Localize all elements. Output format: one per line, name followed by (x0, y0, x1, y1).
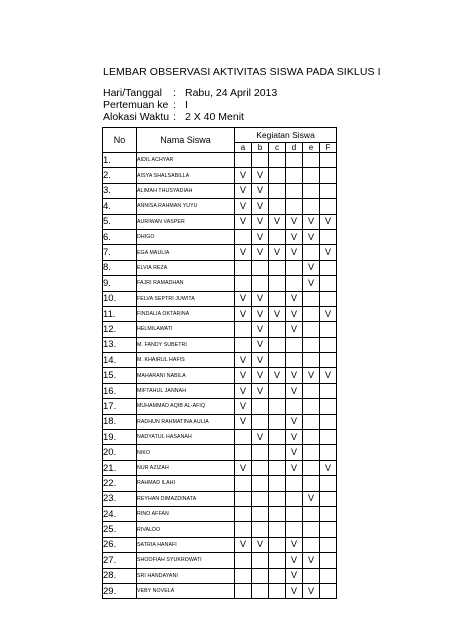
table-row (103, 368, 337, 383)
check-mark-cell: V (286, 583, 303, 598)
row-number: 16. (103, 383, 137, 398)
empty-check-cell (320, 229, 337, 244)
check-mark-cell: V (320, 306, 337, 321)
empty-check-cell (320, 430, 337, 445)
row-number: 14. (103, 353, 137, 368)
empty-check-cell (303, 245, 320, 260)
meta-date-sep: : (173, 87, 176, 99)
check-mark-cell: V (286, 383, 303, 398)
empty-check-cell (269, 183, 286, 198)
empty-check-cell (320, 506, 337, 521)
student-name: RINO AFFAN (137, 506, 235, 521)
empty-check-cell (286, 337, 303, 352)
check-mark-cell: V (235, 168, 252, 183)
activity-group-header: Kegiatan Siswa (235, 128, 337, 143)
empty-check-cell (320, 583, 337, 598)
table-row (103, 337, 337, 352)
empty-check-cell (235, 491, 252, 506)
student-name: VEBY NOVELA (137, 583, 235, 598)
empty-check-cell (235, 568, 252, 583)
empty-check-cell (269, 430, 286, 445)
empty-check-cell (320, 568, 337, 583)
student-name: NIKO (137, 445, 235, 460)
row-number: 20. (103, 445, 137, 460)
meta-duration-label: Alokasi Waktu (103, 111, 170, 123)
empty-check-cell (303, 506, 320, 521)
empty-check-cell (303, 430, 320, 445)
empty-check-cell (303, 537, 320, 552)
empty-check-cell (303, 383, 320, 398)
empty-check-cell (269, 229, 286, 244)
row-number: 15. (103, 368, 137, 383)
empty-check-cell (235, 445, 252, 460)
empty-check-cell (303, 291, 320, 306)
empty-check-cell (235, 337, 252, 352)
empty-check-cell (269, 445, 286, 460)
row-number: 13. (103, 337, 137, 352)
check-mark-cell: V (269, 306, 286, 321)
check-mark-cell: V (303, 260, 320, 275)
check-mark-cell: V (286, 368, 303, 383)
table-row (103, 445, 337, 460)
student-name: SHOOFIAH SYUKROWATI (137, 553, 235, 568)
table-row (103, 306, 337, 321)
check-mark-cell: V (303, 214, 320, 229)
row-number: 8. (103, 260, 137, 275)
empty-check-cell (235, 322, 252, 337)
row-number: 2. (103, 168, 137, 183)
check-mark-cell: V (286, 553, 303, 568)
meta-duration-value: 2 X 40 Menit (185, 111, 244, 123)
student-name: ANNISA RAHMAN YUYU (137, 199, 235, 214)
student-name: SATRIA HANAFI (137, 537, 235, 552)
check-mark-cell: V (286, 414, 303, 429)
col-no-header: No (103, 128, 137, 153)
check-mark-cell: V (286, 460, 303, 475)
empty-check-cell (269, 199, 286, 214)
student-name: MIFTAHUL JANNAH (137, 383, 235, 398)
row-number: 27. (103, 553, 137, 568)
check-mark-cell: V (252, 291, 269, 306)
student-name: RAHMAD ILAHI (137, 476, 235, 491)
student-name: ELVIA REZA (137, 260, 235, 275)
student-name: AISYA SHALSABILLA (137, 168, 235, 183)
check-mark-cell: V (252, 537, 269, 552)
empty-check-cell (286, 353, 303, 368)
check-mark-cell: V (286, 229, 303, 244)
empty-check-cell (286, 153, 303, 168)
empty-check-cell (303, 183, 320, 198)
meta-meeting-sep: : (173, 99, 176, 111)
row-number: 3. (103, 183, 137, 198)
check-mark-cell: V (235, 353, 252, 368)
empty-check-cell (269, 153, 286, 168)
empty-check-cell (269, 291, 286, 306)
empty-check-cell (286, 276, 303, 291)
check-mark-cell: V (235, 306, 252, 321)
empty-check-cell (320, 353, 337, 368)
empty-check-cell (303, 153, 320, 168)
check-mark-cell: V (252, 245, 269, 260)
table-row (103, 322, 337, 337)
activity-header: a (235, 143, 252, 153)
empty-check-cell (320, 476, 337, 491)
empty-check-cell (269, 260, 286, 275)
check-mark-cell: V (286, 445, 303, 460)
empty-check-cell (235, 583, 252, 598)
check-mark-cell: V (303, 583, 320, 598)
activity-header: b (252, 143, 269, 153)
student-name: NADYATUL HASANAH (137, 430, 235, 445)
empty-check-cell (269, 322, 286, 337)
check-mark-cell: V (303, 491, 320, 506)
empty-check-cell (320, 322, 337, 337)
student-name: AIDIL ACHYAR (137, 153, 235, 168)
observation-table (102, 127, 337, 599)
empty-check-cell (252, 522, 269, 537)
check-mark-cell: V (235, 183, 252, 198)
student-name: RIVALDO (137, 522, 235, 537)
empty-check-cell (269, 383, 286, 398)
empty-check-cell (320, 491, 337, 506)
empty-check-cell (235, 276, 252, 291)
empty-check-cell (320, 414, 337, 429)
table-row (103, 168, 337, 183)
check-mark-cell: V (286, 568, 303, 583)
meta-meeting (103, 99, 188, 111)
col-name-header: Nama Siswa (137, 128, 235, 153)
empty-check-cell (235, 476, 252, 491)
empty-check-cell (320, 399, 337, 414)
check-mark-cell: V (252, 229, 269, 244)
student-name: HELMILAWATI (137, 322, 235, 337)
empty-check-cell (286, 183, 303, 198)
check-mark-cell: V (269, 214, 286, 229)
empty-check-cell (269, 460, 286, 475)
empty-check-cell (303, 522, 320, 537)
row-number: 11. (103, 306, 137, 321)
table-row (103, 460, 337, 475)
empty-check-cell (269, 583, 286, 598)
empty-check-cell (252, 260, 269, 275)
row-number: 7. (103, 245, 137, 260)
student-name: REYHAN DIMAZDINATA (137, 491, 235, 506)
check-mark-cell: V (303, 229, 320, 244)
empty-check-cell (269, 522, 286, 537)
row-number: 12. (103, 322, 137, 337)
empty-check-cell (320, 153, 337, 168)
empty-check-cell (269, 337, 286, 352)
check-mark-cell: V (320, 368, 337, 383)
row-number: 24. (103, 506, 137, 521)
table-row (103, 383, 337, 398)
empty-check-cell (252, 276, 269, 291)
empty-check-cell (269, 491, 286, 506)
empty-check-cell (252, 476, 269, 491)
row-number: 17. (103, 399, 137, 414)
activity-header: e (303, 143, 320, 153)
check-mark-cell: V (320, 214, 337, 229)
empty-check-cell (252, 399, 269, 414)
empty-check-cell (235, 229, 252, 244)
row-number: 25. (103, 522, 137, 537)
student-name: EGA MAULIA (137, 245, 235, 260)
meta-duration (103, 111, 244, 123)
check-mark-cell: V (252, 353, 269, 368)
row-number: 6. (103, 229, 137, 244)
meta-date-label: Hari/Tanggal (103, 87, 162, 99)
empty-check-cell (252, 414, 269, 429)
table-row (103, 553, 337, 568)
table-row (103, 522, 337, 537)
empty-check-cell (303, 306, 320, 321)
empty-check-cell (269, 537, 286, 552)
student-name: MAHARANI NABILA (137, 368, 235, 383)
activity-header: d (286, 143, 303, 153)
empty-check-cell (286, 260, 303, 275)
student-name: M. KHAIRUL HAFIS (137, 353, 235, 368)
empty-check-cell (269, 568, 286, 583)
empty-check-cell (269, 414, 286, 429)
check-mark-cell: V (235, 214, 252, 229)
row-number: 10. (103, 291, 137, 306)
empty-check-cell (269, 506, 286, 521)
check-mark-cell: V (286, 322, 303, 337)
empty-check-cell (320, 168, 337, 183)
table-row (103, 291, 337, 306)
check-mark-cell: V (235, 245, 252, 260)
meta-date (103, 87, 277, 99)
empty-check-cell (252, 506, 269, 521)
check-mark-cell: V (303, 276, 320, 291)
check-mark-cell: V (286, 291, 303, 306)
empty-check-cell (320, 383, 337, 398)
table-row (103, 183, 337, 198)
empty-check-cell (252, 491, 269, 506)
check-mark-cell: V (252, 383, 269, 398)
empty-check-cell (303, 445, 320, 460)
meta-date-value: Rabu, 24 April 2013 (185, 87, 278, 99)
table-row (103, 276, 337, 291)
empty-check-cell (269, 276, 286, 291)
document-title: LEMBAR OBSERVASI AKTIVITAS SISWA PADA SIKLUS I (103, 66, 381, 78)
empty-check-cell (286, 506, 303, 521)
row-number: 21. (103, 460, 137, 475)
row-number: 18. (103, 414, 137, 429)
check-mark-cell: V (320, 245, 337, 260)
empty-check-cell (235, 522, 252, 537)
check-mark-cell: V (252, 368, 269, 383)
check-mark-cell: V (235, 414, 252, 429)
empty-check-cell (303, 322, 320, 337)
table-row (103, 476, 337, 491)
empty-check-cell (235, 153, 252, 168)
empty-check-cell (320, 199, 337, 214)
check-mark-cell: V (286, 430, 303, 445)
empty-check-cell (303, 568, 320, 583)
table-row (103, 353, 337, 368)
empty-check-cell (252, 153, 269, 168)
activity-header: c (269, 143, 286, 153)
empty-check-cell (286, 522, 303, 537)
student-name: AURIWAN VASPER (137, 214, 235, 229)
check-mark-cell: V (269, 368, 286, 383)
meta-meeting-value: I (185, 99, 188, 111)
empty-check-cell (269, 168, 286, 183)
empty-check-cell (269, 399, 286, 414)
student-name: M. FANDY SUBETRI (137, 337, 235, 352)
empty-check-cell (235, 430, 252, 445)
empty-check-cell (252, 445, 269, 460)
empty-check-cell (320, 537, 337, 552)
table-row (103, 245, 337, 260)
empty-check-cell (320, 445, 337, 460)
table-row (103, 568, 337, 583)
empty-check-cell (269, 476, 286, 491)
table-row (103, 414, 337, 429)
check-mark-cell: V (252, 214, 269, 229)
check-mark-cell: V (286, 537, 303, 552)
check-mark-cell: V (303, 553, 320, 568)
empty-check-cell (320, 553, 337, 568)
table-row (103, 430, 337, 445)
row-number: 4. (103, 199, 137, 214)
check-mark-cell: V (286, 214, 303, 229)
check-mark-cell: V (252, 306, 269, 321)
empty-check-cell (320, 522, 337, 537)
empty-check-cell (303, 337, 320, 352)
check-mark-cell: V (235, 537, 252, 552)
table-row (103, 214, 337, 229)
empty-check-cell (303, 414, 320, 429)
empty-check-cell (252, 553, 269, 568)
check-mark-cell: V (235, 383, 252, 398)
empty-check-cell (286, 199, 303, 214)
row-number: 23. (103, 491, 137, 506)
empty-check-cell (286, 491, 303, 506)
row-number: 5. (103, 214, 137, 229)
table-row (103, 491, 337, 506)
row-number: 9. (103, 276, 137, 291)
row-number: 1. (103, 153, 137, 168)
empty-check-cell (320, 276, 337, 291)
row-number: 26. (103, 537, 137, 552)
empty-check-cell (252, 460, 269, 475)
check-mark-cell: V (303, 368, 320, 383)
empty-check-cell (303, 199, 320, 214)
check-mark-cell: V (269, 245, 286, 260)
check-mark-cell: V (235, 399, 252, 414)
empty-check-cell (286, 168, 303, 183)
student-name: FELVA SEPTRI JUWITA (137, 291, 235, 306)
row-number: 29. (103, 583, 137, 598)
student-name: ALIMAH THUSYADIAH (137, 183, 235, 198)
empty-check-cell (320, 337, 337, 352)
row-number: 19. (103, 430, 137, 445)
student-name: RADHUN RAHMATINA AULIA (137, 414, 235, 429)
empty-check-cell (320, 291, 337, 306)
check-mark-cell: V (235, 199, 252, 214)
empty-check-cell (269, 353, 286, 368)
table-row (103, 260, 337, 275)
table-row (103, 506, 337, 521)
empty-check-cell (269, 553, 286, 568)
empty-check-cell (320, 260, 337, 275)
table-row (103, 537, 337, 552)
empty-check-cell (303, 353, 320, 368)
empty-check-cell (286, 399, 303, 414)
check-mark-cell: V (252, 322, 269, 337)
check-mark-cell: V (252, 337, 269, 352)
activity-header: F (320, 143, 337, 153)
row-number: 28. (103, 568, 137, 583)
check-mark-cell: V (320, 460, 337, 475)
check-mark-cell: V (252, 183, 269, 198)
row-number: 22. (103, 476, 137, 491)
table-row (103, 399, 337, 414)
check-mark-cell: V (235, 460, 252, 475)
empty-check-cell (235, 553, 252, 568)
empty-check-cell (235, 506, 252, 521)
table-row (103, 583, 337, 598)
check-mark-cell: V (235, 368, 252, 383)
student-name: DHIGO (137, 229, 235, 244)
empty-check-cell (303, 460, 320, 475)
empty-check-cell (252, 583, 269, 598)
student-name: MUHAMMAD AQIB AL-AFIQ (137, 399, 235, 414)
check-mark-cell: V (286, 245, 303, 260)
check-mark-cell: V (286, 306, 303, 321)
check-mark-cell: V (252, 430, 269, 445)
check-mark-cell: V (252, 168, 269, 183)
student-name: SRI HANDAYANI (137, 568, 235, 583)
meta-duration-sep: : (173, 111, 176, 123)
check-mark-cell: V (235, 291, 252, 306)
empty-check-cell (303, 476, 320, 491)
table-row (103, 153, 337, 168)
table-row (103, 199, 337, 214)
meta-meeting-label: Pertemuan ke (103, 99, 169, 111)
student-name: FAJRI RAMADHAN (137, 276, 235, 291)
student-name: NUR AZIZAH (137, 460, 235, 475)
empty-check-cell (235, 260, 252, 275)
empty-check-cell (252, 568, 269, 583)
student-name: FINDALIA OKTARINA (137, 306, 235, 321)
empty-check-cell (286, 476, 303, 491)
empty-check-cell (320, 183, 337, 198)
check-mark-cell: V (252, 199, 269, 214)
empty-check-cell (303, 399, 320, 414)
empty-check-cell (303, 168, 320, 183)
table-row (103, 229, 337, 244)
